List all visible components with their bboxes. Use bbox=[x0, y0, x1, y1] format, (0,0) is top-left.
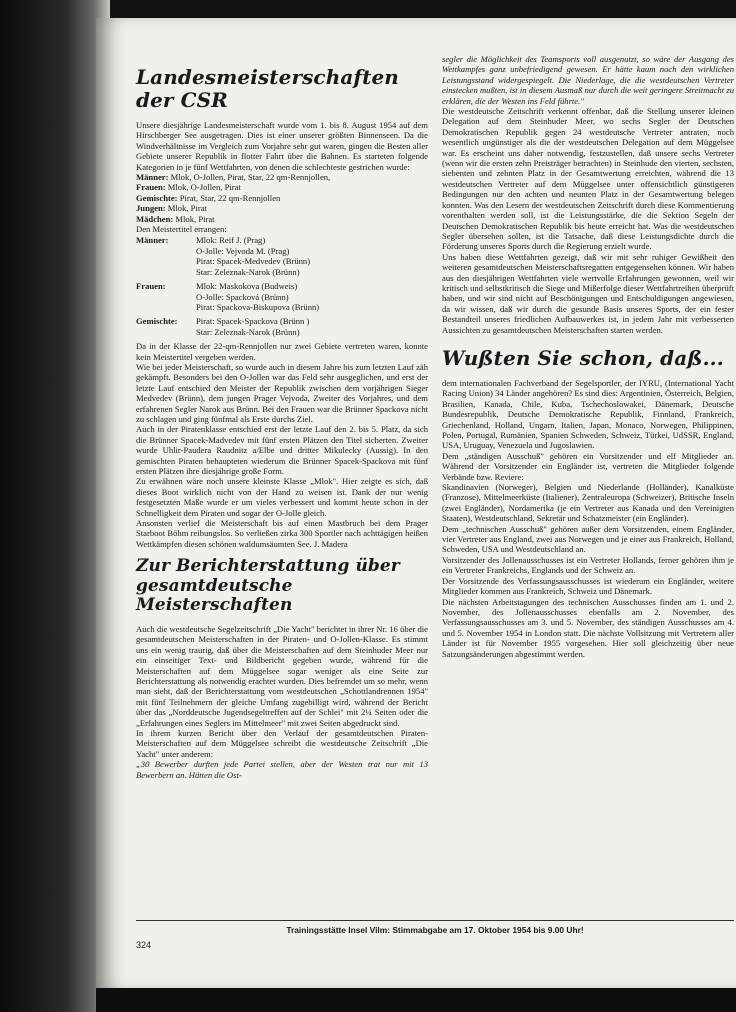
winners-lines bbox=[196, 235, 428, 277]
article-paragraph: Dem „technischen Ausschuß" gehören außer dem Vorsitzenden, einem Engländer, vier Vertreter aus England, zwei aus Norwegen und je einer aus Frankreich, Holland, Schweden, USA und Westdeutschland an. bbox=[442, 523, 734, 555]
winners-mixed bbox=[136, 316, 428, 337]
category-label: Gemischte: bbox=[136, 192, 178, 203]
category-label: Männer: bbox=[136, 172, 169, 183]
article-title-berichterstattung: Zur Berichterstattung über gesamtdeutsche Meisterschaften bbox=[136, 556, 400, 616]
winners-group-label: Frauen: bbox=[136, 281, 166, 292]
winners-women bbox=[136, 281, 428, 312]
category-value: Mlok, Pirat bbox=[175, 213, 215, 224]
article-title-wussten-sie-schon: Wußten Sie schon, daß... bbox=[442, 345, 724, 370]
category-list bbox=[136, 172, 428, 224]
category-label: Jungen: bbox=[136, 203, 166, 214]
footer-notice: Trainingsstätte Insel Vilm: Stimmabgabe am 17. Oktober 1954 bis 9.00 Uhr! bbox=[136, 920, 734, 935]
right-column bbox=[442, 54, 734, 659]
article-paragraph: dem internationalen Fachverband der Segelsportler, der IYRU, (International Yacht Racing Union) 34 Länder angehören? Es sind dies: Argentinien, Österreich, Belgien, Brasilien, Kanada, Chile, Kuba, Tschechoslowakei, Dänemark, Deutsche Bundesrepublik, Deutsche Demokratische Republik, Finnland, Frankreich, Griechenland, Holland, Ungarn, Italien, Japan, Monaco, Norwegen, Philippinen, Polen, Portugal, Rumänien, Spanien Schweden, Schweiz, Türkei, UdSSR, England, USA, Uruguay, Venezuela und Jugoslawien. bbox=[442, 377, 734, 451]
page-number: 324 bbox=[136, 940, 152, 950]
winner-line: Star: Zeleznak-Narok (Brünn) bbox=[196, 326, 300, 337]
category-value: Pirat, Star, 22 qm-Rennjollen bbox=[179, 192, 281, 203]
winners-lines bbox=[196, 281, 428, 312]
category-value: Mlok, Pirat bbox=[167, 203, 207, 214]
category-row bbox=[136, 203, 428, 213]
winners-group-label: Gemischte: bbox=[136, 316, 178, 327]
article-paragraph: Ansonsten verlief die Meisterschaft bis auf einen Mastbruch bei dem Prager Starboot Böhm reibungslos. So verließen zirka 300 Sportler nach achttägigen heißen Wettkämpfen diesen schönen waldumsäumten See. J. Madera bbox=[136, 518, 428, 549]
article-paragraph: Uns haben diese Wettfahrten gezeigt, daß wir mit sehr ruhiger Gewißheit den weiteren gesamtdeutschen Meisterschaftsregatten entgegensehen können. Wir haben aus den diesjährigen Wettfahrten viele wertvolle Erfahrungen gewonnen, weil wir kritisch und selbstkritisch die Siege und Mißerfolge dieser Wettfahrtreihen überprüft haben, und wir sind nicht auf Beschönigungen und Entschuldigungen angewiesen, da wir wissen, daß wir durch die gesunde Basis unseres Sports, der ein fester Bestandteil unseres friedlichen Aufbauwerkes ist, in jedem Jahr mit verbesserten Aussichten zu gesamtdeutschen Meisterschaften starten werden. bbox=[442, 251, 734, 335]
winner-line: Pirat: Spackova-Biskupova (Brünn) bbox=[196, 301, 320, 312]
left-column bbox=[136, 54, 428, 780]
category-row bbox=[136, 172, 428, 182]
article-paragraph: Auch in der Piratenklasse entschied erst der letzte Lauf den 2. bis 5. Platz, da sich die Brünner Spacek-Madvedev mit fünf ersten Plätzen den Titel sicherten. Zweiter wurde Uhlir-Paudera Raudnitz a/Elbe und dritter Mikulecky (Aussig). In den gemischten Piraten behaupteten wiederum die Brünner Spacek-Spackova mit fünf ersten Plätzen ihre diesjährige große Form. bbox=[136, 424, 428, 476]
winner-line: Pirat: Spacek-Medvedev (Brünn) bbox=[196, 256, 311, 267]
article-paragraph: Auch die westdeutsche Segelzeitschrift „Die Yacht" berichtet in ihrer Nr. 16 über die gesamtdeutschen Meisterschaften in der Piraten- und O-Jollen-Klasse. Es stimmt uns ein wenig traurig, daß über die Meisterschaften auf dem Steinhuder Meer nur ein einseitiger Text- und Bildbericht gegeben wurde, während für die Meisterschaften auf dem Müggelsee sogar weniger als eine Seite zur Berichterstattung als notwendig erachtet wurden. Dies befremdet um so mehr, wenn man sieht, daß der Berichterstattung vom westdeutschen „Schottlandrennen 1954" mit fünf Teilnehmern der gleiche Umfang zugebilligt wird, während der Bericht über das „Norddeutsche Jugendsegeltreffen auf der Schlei" mit 2¼ Seiten oder die „Erfahrungen eines Seglers im Mittelmeer" mit zwei Seiten abgedruckt sind. bbox=[136, 623, 428, 728]
article-intro: Unsere diesjährige Landesmeisterschaft wurde vom 1. bis 8. August 1954 auf dem Hirschberger See ausgetragen. Dies ist einer unserer größten Binnenseen. Da die Windverhältnisse im Vergleich zum Vorjahre sehr gut waren, gingen die Besten aller Gebiete unserer Republik in flotter Fahrt über die Bahnen. Es starteten folgende Kategorien in je fünf Wettfahrten, von denen die schlechteste gestrichen wurde: bbox=[136, 120, 428, 172]
article-quote-continued: segler die Möglichkeit des Teamsports voll ausgenutzt, so wäre der Ausgang des Wettkampfes ganz unbefriedigend gewesen. Er hätte kaum noch den wirklichen Leistungsstand widergespiegelt. Die Niederlage, die die westdeutschen Vertreter einstecken mußten, ist in diesem Ausmaß nur durch die weit geringere Streitmacht zu erklären, die der Westen ins Feld führte." bbox=[442, 54, 734, 106]
article-paragraph: Wie bei jeder Meisterschaft, so wurde auch in diesem Jahre bis zum letzten Lauf zäh gekämpft. Besonders bei den O-Jollen war das Feld sehr ausgeglichen, und erst der letzte Lauf entschied den Meister der Republik zwischen dem vorjährigen Sieger Medvedev (Brünn), dem jungen Prager Vejvoda, Zweiter des Vorjahres, und dem erfahrenen Segler Narok aus Brünn. Bei den Frauen war die Brünner Spackova nicht zu schlagen und ging fünfmal als Erste durchs Ziel. bbox=[136, 361, 428, 424]
winner-line: Mlok: Maskokova (Budweis) bbox=[196, 281, 298, 292]
winners-lines bbox=[196, 316, 428, 337]
magazine-page bbox=[96, 18, 736, 990]
category-row bbox=[136, 193, 428, 203]
winner-line: O-Jolle: Vejvoda M. (Prag) bbox=[196, 245, 290, 256]
book-spine-shadow bbox=[0, 0, 110, 1012]
article-paragraph: Vorsitzender des Jollenausschusses ist ein Vertreter Hollands, ferner gehören ihm je ein Vertreter Frankreichs, Englands und der Schweiz an. bbox=[442, 554, 734, 576]
category-row bbox=[136, 182, 428, 192]
winner-line: Pirat: Spacek-Spackova (Brünn ) bbox=[196, 316, 310, 327]
article-paragraph: Dem „ständigen Ausschuß" gehören ein Vorsitzender und elf Mitglieder an. Während der Vorsitzender ein Engländer ist, vertreten die Mitglieder folgende Verbände bzw. Reviere: bbox=[442, 450, 734, 482]
article-paragraph: Da in der Klasse der 22-qm-Rennjollen nur zwei Gebiete vertreten waren, konnte kein Meistertitel vergeben werden. bbox=[136, 341, 428, 362]
winners-men bbox=[136, 235, 428, 277]
article-paragraph: In ihrem kurzen Bericht über den Verlauf der gesamtdeutschen Piraten-Meisterschaften auf dem Müggelsee schreibt die westdeutsche Zeitschrift „Die Yacht" unter anderem: bbox=[136, 727, 428, 759]
article-quote: „30 Bewerber durften jede Partei stellen, aber der Westen trat nur mit 13 Bewerbern an. Hätten die Ost- bbox=[136, 759, 428, 780]
category-label: Frauen: bbox=[136, 182, 166, 193]
category-value: Mlok, O-Jollen, Pirat, Star, 22 qm-Rennjollen, bbox=[170, 172, 331, 183]
winners-group-label: Männer: bbox=[136, 235, 169, 246]
winner-line: Star: Zeleznak-Narok (Brünn) bbox=[196, 266, 300, 277]
titles-intro: Den Meistertitel errangen: bbox=[136, 224, 227, 235]
article-paragraph: Skandinavien (Norweger), Belgien und Niederlande (Holländer), Kanalküste (Franzose), Mittelmeerküste (Italiener), Zentraleuropa (Schweizer), Britische Inseln (zwei Engländer), Nordamerika (je ein Vertreter aus Kanada und den Vereinigten Staaten), Westdeutschland, Sekretär und Schatzmeister (ein Engländer). bbox=[442, 482, 734, 524]
article-paragraph: Der Vorsitzende des Verfassungsausschusses ist wiederum ein Engländer, weitere Mitglieder kommen aus Frankreich, Schweiz und Dänemark. bbox=[442, 575, 734, 597]
winner-line: O-Jolle: Spacková (Brünn) bbox=[196, 291, 289, 302]
winner-line: Mlok: Reif J. (Prag) bbox=[196, 235, 266, 246]
article-paragraph: Die nächsten Arbeitstagungen des technischen Ausschusses finden am 1. und 2. November, des Jollenausschusses ebenfalls am 2. November, des Verfassungsausschusses am 3. und 5. November, des ständigen Ausschusses am 4. und 5. November 1954 in London statt. Die nächste Vollsitzung mit Vertretern aller Länder ist für November 1955 vorgesehen. Hier soll gleichzeitig über neue Satzungsänderungen abgestimmt werden. bbox=[442, 596, 734, 659]
category-row bbox=[136, 214, 428, 224]
article-paragraph: Zu erwähnen wäre noch unsere kleinste Klasse „Mlok". Hier zeigte es sich, daß dieses Boot wirklich nicht von der Hand zu weisen ist. Dank der nur wenig festgesetzten Maße wurde er um vieles verbessert und kommt heute schon in der Schnelligkeit dem Piraten und sogar der O-Jolle gleich. bbox=[136, 476, 428, 518]
page-bottom-edge bbox=[96, 988, 736, 1012]
category-value: Mlok, O-Jollen, Pirat bbox=[167, 182, 241, 193]
article-paragraph: Die westdeutsche Zeitschrift verkennt offenbar, daß die Stellung unserer kleinen Delegation auf dem Steinhuder Meer, wo sechs Segler der Deutschen Demokratischen Republik gegen 24 westdeutsche Vertreter antraten, noch wesentlich ungünstiger als die der westdeutschen Delegation auf dem Müggelsee war. Es erscheint uns daher notwendig, festzustellen, daß unsere sechs Vertreter (wenn wir die ersten zehn Preisträger betrachten) in Steinhude den vierten, sechsten, siebenten und zehnten Platz in der Gesamtwertung erreichten, während die 13 westdeutschen Vertreter auf dem Müggelsee unter offensichtlich günstigeren Bedingungen nur den achten und neunten Platz in der Gesamtwertung belegen konnten. Was den Lesern der westdeutschen Zeitschrift durch diese Kommentierung vorenthalten werden soll, ist die Leistungsstärke, die die Sektion Segeln der Deutschen Demokratischen Republik bis heute erreicht hat. Was die westdeutschen Segler übersehen sollen, ist die Tatsache, daß diese Leistungsdichte durch die Förderung unseres Sports durch die Regierung erzielt wurde. bbox=[442, 106, 734, 252]
article-title-landesmeisterschaften: Landesmeisterschaften der CSR bbox=[136, 65, 399, 112]
category-label: Mädchen: bbox=[136, 213, 174, 224]
